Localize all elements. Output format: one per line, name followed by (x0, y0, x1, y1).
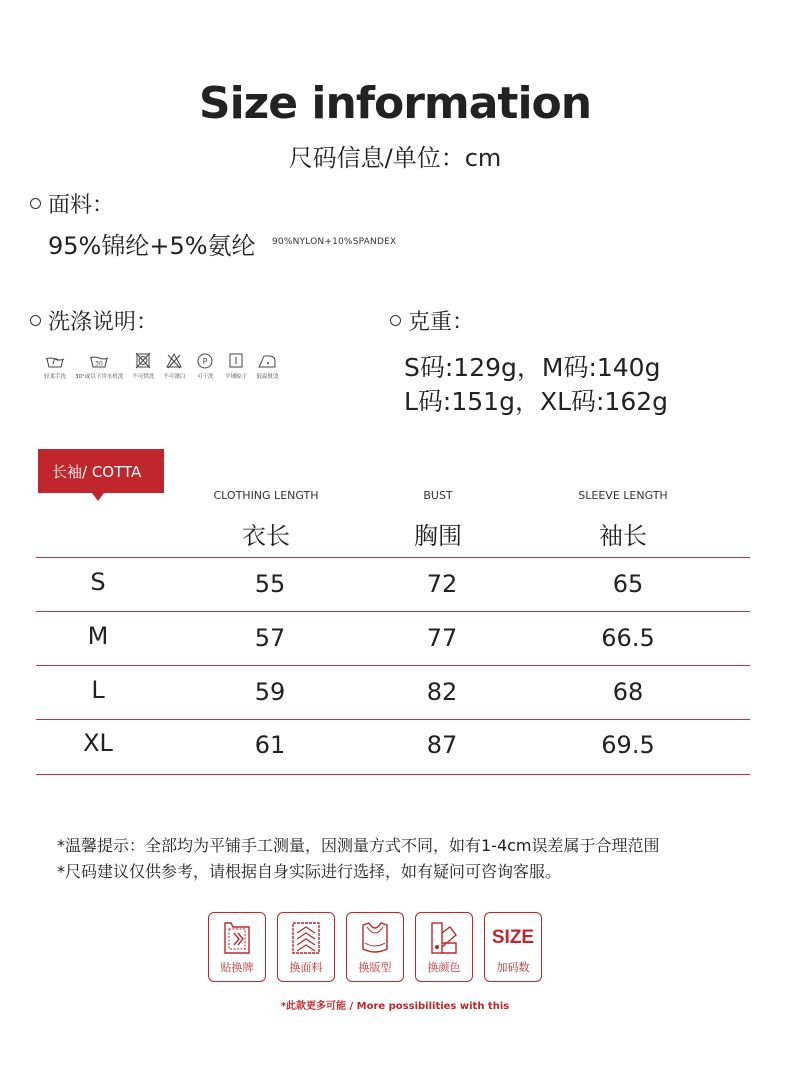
size-cell: XL (83, 729, 113, 757)
fabric-swap-icon (286, 919, 326, 957)
note-line-1: *温馨提示：全部均为平铺手工测量，因测量方式不同，如有1-4cm误差属于合理范围 (57, 836, 660, 855)
svg-text:30: 30 (95, 360, 103, 368)
badge-pattern-swap (346, 912, 404, 982)
note-line-2: *尺码建议仅供参考，请根据自身实际进行选择，如有疑问可咨询客服。 (57, 862, 562, 881)
flat-dry-icon (225, 352, 247, 370)
bust-cell: 82 (426, 678, 458, 706)
color-swap-icon (424, 919, 464, 957)
bust-cell: 72 (426, 570, 458, 598)
fabric-content: 95%锦纶+5%氨纶 (48, 232, 256, 260)
care-item (75, 352, 123, 380)
care-label: 洗涤说明： (48, 310, 159, 335)
sleeve-cell: 65 (612, 570, 644, 598)
table-divider (36, 774, 750, 775)
care-item-label: 可干洗 (197, 374, 214, 380)
column-header-length-zh: 衣长 (242, 522, 290, 550)
care-item (163, 352, 185, 380)
size-cell: L (91, 676, 105, 704)
hand-wash-icon (44, 352, 66, 370)
category-tag: 长袖/ COTTA (38, 449, 164, 493)
badge-label: 贴换牌 (220, 961, 254, 974)
sleeve-cell: 69.5 (601, 731, 655, 759)
bullet-circle-icon (30, 198, 41, 209)
column-header-bust-en: BUST (423, 489, 453, 502)
badge-label-swap (208, 912, 266, 982)
label-swap-icon (217, 919, 257, 957)
size-add-icon (492, 919, 534, 957)
care-icons-row (44, 352, 287, 380)
column-header-bust-zh: 胸围 (414, 522, 462, 550)
fabric-label: 面料： (48, 193, 115, 218)
machine-wash-30-icon (88, 352, 110, 370)
size-cell: S (90, 568, 106, 596)
dry-clean-p-icon (194, 352, 216, 370)
no-tumble-dry-icon (132, 352, 154, 370)
care-item (225, 352, 247, 380)
bust-cell: 87 (426, 731, 458, 759)
weight-line-1: S码:129g，M码:140g (404, 353, 661, 382)
size-cell: M (87, 622, 109, 650)
care-section-label (30, 305, 158, 336)
sleeve-cell: 66.5 (601, 624, 655, 652)
customization-badges (208, 912, 542, 982)
badge-label: 换面料 (289, 961, 323, 974)
table-divider (36, 611, 750, 612)
care-item-label: 不可漂白 (163, 374, 186, 380)
care-item (132, 352, 154, 380)
page-title: Size information (198, 78, 592, 129)
table-divider (36, 557, 750, 558)
care-item-label: 30°或以下冷水机洗 (75, 374, 124, 380)
weight-section-label (390, 305, 474, 336)
bullet-circle-icon (390, 315, 401, 326)
low-iron-icon (256, 352, 278, 370)
care-item-label: 低温熨烫 (256, 374, 279, 380)
bullet-circle-icon (30, 315, 41, 326)
care-item-label: 轻柔手洗 (44, 374, 67, 380)
care-item (44, 352, 66, 380)
bust-cell: 77 (426, 624, 458, 652)
weight-label: 克重： (408, 310, 475, 335)
column-header-sleeve-en: SLEEVE LENGTH (578, 489, 668, 502)
length-cell: 55 (254, 570, 286, 598)
column-header-length-en: CLOTHING LENGTH (213, 489, 319, 502)
table-divider (36, 719, 750, 720)
badge-size-add (484, 912, 542, 982)
length-cell: 61 (254, 731, 286, 759)
footer-note: *此款更多可能 / More possibilities with this (280, 1001, 510, 1012)
size-icon-text: SIZE (491, 927, 535, 948)
weight-line-2: L码:151g，XL码:162g (404, 387, 669, 416)
length-cell: 57 (254, 624, 286, 652)
care-item (256, 352, 278, 380)
pattern-swap-icon (355, 919, 395, 957)
tag-pointer-icon (92, 493, 104, 501)
badge-label: 换颜色 (427, 961, 461, 974)
no-bleach-icon (163, 352, 185, 370)
table-divider (36, 665, 750, 666)
page-subtitle: 尺码信息/单位：cm (288, 144, 502, 172)
care-item-label: 不可烘洗 (132, 374, 155, 380)
fabric-section-label (30, 188, 114, 219)
badge-fabric-swap (277, 912, 335, 982)
length-cell: 59 (254, 678, 286, 706)
column-header-sleeve-zh: 袖长 (599, 522, 647, 550)
badge-color-swap (415, 912, 473, 982)
badge-label: 加码数 (496, 961, 530, 974)
care-item (194, 352, 216, 380)
svg-text:P: P (202, 357, 208, 366)
badge-label: 换版型 (358, 961, 392, 974)
care-item-label: 平铺晾干 (225, 374, 248, 380)
fabric-content-en: 90%NYLON+10%SPANDEX (272, 237, 397, 247)
sleeve-cell: 68 (612, 678, 644, 706)
